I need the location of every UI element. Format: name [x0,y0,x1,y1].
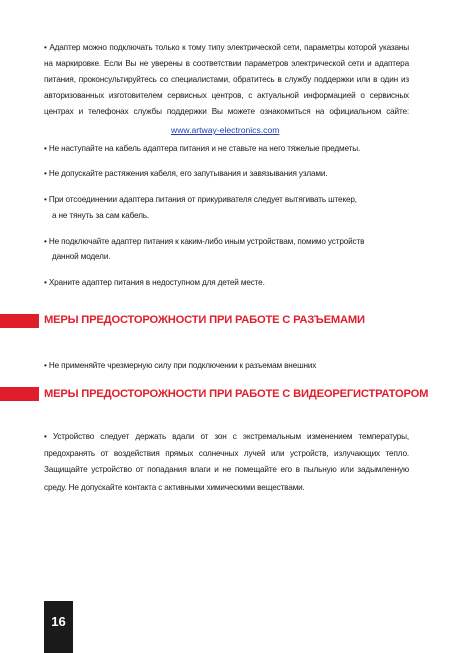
website-link[interactable]: www.artway-electronics.com [171,125,280,135]
paragraph-line: авторизованных изготовителем сервисных центров, с актуальной информацией о сервисных [44,91,409,100]
heading-accent-bar [0,314,39,328]
paragraph-line: • Адаптер можно подключать только к тому типу электрической сети, параметры которой указаны [44,43,409,52]
paragraph-line: на маркировке. Если Вы не уверены в соответствии параметров электрической сети и адаптера [44,59,409,68]
bullet-item: • Не применяйте чрезмерную силу при подключении к разъемам внешних [44,361,317,370]
paragraph-line: питания, проконсультируйтесь со специалистами, обратитесь в службу поддержки или в один из [44,75,409,84]
bullet-item-continuation: а не тянуть за сам кабель. [52,211,150,220]
paragraph-line: предохранять от воздействия прямых солнечных лучей или устройств, излучающих тепло. [44,449,409,458]
bullet-item: • При отсоединении адаптера питания от прикуривателя следует вытягивать штекер, [44,195,357,204]
paragraph-line: среду. Не допускайте контакта с активными химическими веществами. [44,483,305,492]
heading-accent-bar [0,387,39,401]
bullet-item: • Не наступайте на кабель адаптера питания и не ставьте на него тяжелые предметы. [44,144,361,153]
section-heading: МЕРЫ ПРЕДОСТОРОЖНОСТИ ПРИ РАБОТЕ С ВИДЕОРЕГИСТРАТОРОМ [44,388,429,400]
page-number: 16 [51,614,66,629]
bullet-item: • Не подключайте адаптер питания к каким-либо иным устройствам, помимо устройств [44,237,365,246]
bullet-item: • Храните адаптер питания в недоступном для детей месте. [44,278,265,287]
bullet-item-continuation: данной модели. [52,252,111,261]
section-heading: МЕРЫ ПРЕДОСТОРОЖНОСТИ ПРИ РАБОТЕ С РАЗЪЕМАМИ [44,314,365,326]
page-number-badge [44,601,73,653]
paragraph-line: Защищайте устройство от попадания влаги и не помещайте его в пыльную или задымленную [44,465,409,474]
paragraph-line: • Устройство следует держать вдали от зон с экстремальным изменением температуры, [44,432,409,441]
bullet-item: • Не допускайте растяжения кабеля, его запутывания и завязывания узлами. [44,169,328,178]
paragraph-line: центрах и телефонах службы поддержки Вы можете ознакомиться на официальном сайте: [44,107,409,116]
